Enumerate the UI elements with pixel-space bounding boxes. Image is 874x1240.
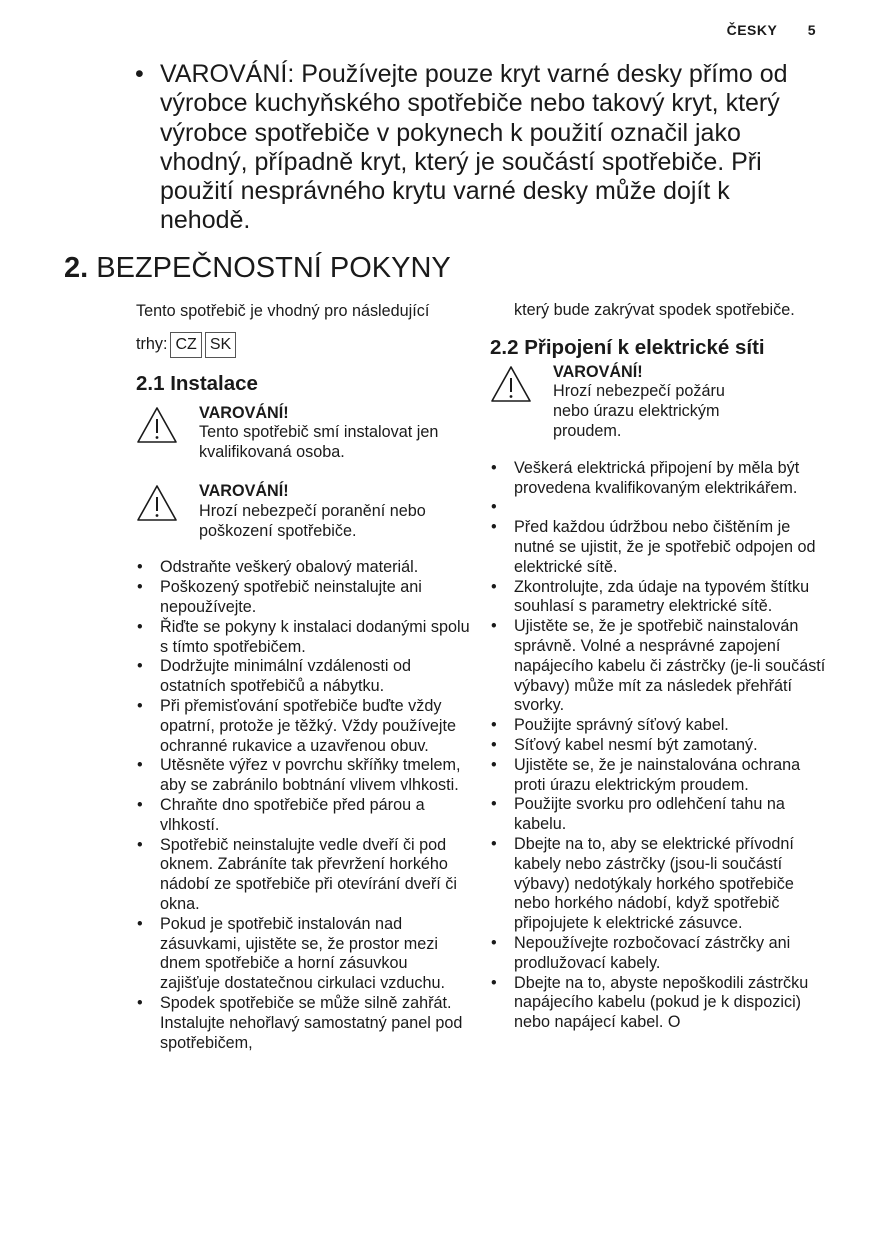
subsection-title-installation xyxy=(136,371,471,395)
warning-block xyxy=(490,363,830,442)
list-item: • Dodržujte minimální vzdálenosti od ostatních spotřebičů a nábytku. xyxy=(136,657,471,697)
subsection-number: 2.2 xyxy=(490,335,519,359)
intro-text: Tento spotřebič je vhodný pro následující xyxy=(136,302,430,320)
list-item: • Chraňte dno spotřebiče před párou a vlhkostí. xyxy=(136,796,471,836)
warning-title: VAROVÁNÍ! xyxy=(199,403,289,422)
warning-block xyxy=(136,404,471,463)
left-column xyxy=(136,302,471,1053)
list-item: • Dbejte na to, abyste nepoškodili zástrčku napájecího kabelu (pokud je k dispozici) nebo napájecí kabel. O xyxy=(490,974,830,1033)
warning-triangle-icon xyxy=(136,406,178,444)
list-item: • Poškozený spotřebič neinstalujte ani nepoužívejte. xyxy=(136,578,471,618)
right-column xyxy=(490,301,830,1033)
warning-text: Tento spotřebič smí instalovat jen kvalifikovaná osoba. xyxy=(199,423,439,462)
list-item: • Pokud je spotřebič instalován nad zásuvkami, ujistěte se, že prostor mezi dnem spotřebiče a horní zásuvkou zajišťuje dostatečnou cirkulaci vzduchu. xyxy=(136,915,471,994)
market-sk: SK xyxy=(205,332,236,358)
subsection-number: 2.1 xyxy=(136,371,165,395)
warning-triangle-icon xyxy=(490,365,532,403)
list-item: • Před každou údržbou nebo čištěním je nutné se ujistit, že je spotřebič odpojen od elektrické sítě. xyxy=(490,518,830,577)
top-warning-item xyxy=(135,60,825,236)
markets-label: trhy: xyxy=(136,334,168,353)
markets-row xyxy=(136,332,471,358)
language-label: ČESKY xyxy=(726,22,778,38)
bullet: • xyxy=(135,60,144,88)
continuation-text: který bude zakrývat spodek spotřebiče. xyxy=(514,301,795,319)
list-item-empty xyxy=(490,498,830,518)
top-warning-text: VAROVÁNÍ: Používejte pouze kryt varné desky přímo od výrobce kuchyňského spotřebiče nebo takový kryt, který výrobce spotřebiče v pokynech k použití označil jako vhodný, případně kryt, který je součástí spotřebiče. Při použití nesprávného krytu varné desky může dojít k nehodě. xyxy=(160,60,788,235)
section-title xyxy=(64,252,451,285)
subsection-title-text: Připojení k elektrické síti xyxy=(524,335,765,359)
list-item: • Ujistěte se, že je spotřebič nainstalován správně. Volné a nesprávné zapojení napájecího kabelu či zástrčky (je-li součástí výbavy) může mít za následek přehřátí svorky. xyxy=(490,617,830,716)
list-item: • Při přemisťování spotřebiče buďte vždy opatrní, protože je těžký. Vždy používejte ochranné rukavice a uzavřenou obuv. xyxy=(136,697,471,756)
warning-block xyxy=(136,482,471,541)
list-item: • Odstraňte veškerý obalový materiál. xyxy=(136,558,471,578)
list-item: • Spodek spotřebiče se může silně zahřát. Instalujte nehořlavý samostatný panel pod spotřebičem, xyxy=(136,994,471,1053)
list-item: • Zkontrolujte, zda údaje na typovém štítku souhlasí s parametry elektrické sítě. xyxy=(490,578,830,618)
list-item: • Použijte správný síťový kabel. xyxy=(490,716,830,736)
list-item: • Veškerá elektrická připojení by měla být provedena kvalifikovaným elektrikářem. xyxy=(490,459,830,499)
list-item: • Spotřebič neinstalujte vedle dveří či pod oknem. Zabráníte tak převržení horkého nádobí ze spotřebiče při otevírání dveří či okna. xyxy=(136,836,471,915)
market-cz: CZ xyxy=(170,332,201,358)
page-header xyxy=(727,22,816,38)
warning-text: Hrozí nebezpečí poranění nebo poškození spotřebiče. xyxy=(199,501,426,540)
list-item: • Ujistěte se, že je nainstalována ochrana proti úrazu elektrickým proudem. xyxy=(490,756,830,796)
warning-title: VAROVÁNÍ! xyxy=(199,481,289,500)
installation-list xyxy=(136,558,471,1053)
list-item: • Použijte svorku pro odlehčení tahu na kabelu. xyxy=(490,795,830,835)
section-title-text: BEZPEČNOSTNÍ POKYNY xyxy=(96,252,451,284)
warning-triangle-icon xyxy=(136,484,178,522)
warning-text: Hrozí nebezpečí požáru nebo úrazu elektrickým proudem. xyxy=(553,382,725,440)
warning-title: VAROVÁNÍ! xyxy=(553,362,643,381)
page-number: 5 xyxy=(807,22,816,38)
electrical-list xyxy=(490,459,830,1033)
list-item: • Nepoužívejte rozbočovací zástrčky ani prodlužovací kabely. xyxy=(490,934,830,974)
list-item: • Dbejte na to, aby se elektrické přívodní kabely nebo zástrčky (jsou-li součástí výbavy) nedotýkaly horkého spotřebiče nebo horkého nádobí, když spotřebič připojujete k elektrické zásuvce. xyxy=(490,835,830,934)
list-item: • Řiďte se pokyny k instalaci dodanými spolu s tímto spotřebičem. xyxy=(136,618,471,658)
subsection-title-electrical xyxy=(490,335,830,359)
subsection-title-text: Instalace xyxy=(170,371,258,395)
list-item: • Utěsněte výřez v povrchu skříňky tmelem, aby se zabránilo bobtnání vlivem vlhkosti. xyxy=(136,756,471,796)
list-item: • Síťový kabel nesmí být zamotaný. xyxy=(490,736,830,756)
section-number: 2. xyxy=(64,252,89,284)
